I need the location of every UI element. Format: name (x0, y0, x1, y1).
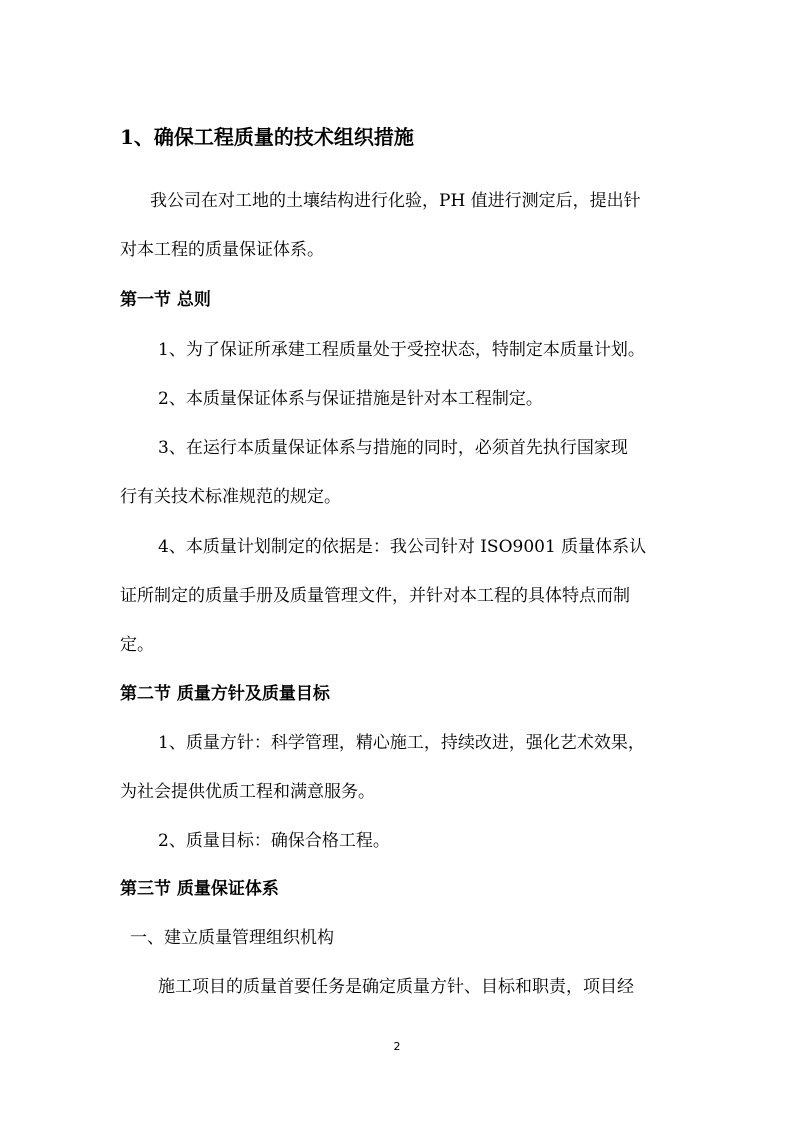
section1-paragraph-4-line-2: 证所制定的质量手册及质量管理文件，并针对本工程的具体特点而制 (120, 586, 630, 606)
section3-subheading-1: 一、建立质量管理组织机构 (130, 928, 334, 948)
section2-paragraph-1-line-2: 为社会提供优质工程和满意服务。 (120, 782, 375, 802)
section1-paragraph-3-line-2: 行有关技术标准规范的规定。 (120, 487, 341, 507)
section1-paragraph-3-line-1: 3、在运行本质量保证体系与措施的同时，必须首先执行国家现 (158, 438, 628, 458)
intro-line-1: 我公司在对工地的土壤结构进行化验，PH 值进行测定后，提出针 (150, 191, 641, 211)
section2-paragraph-1-line-1: 1、质量方针：科学管理，精心施工，持续改进，强化艺术效果， (158, 733, 645, 753)
section2-paragraph-2: 2、质量目标：确保合格工程。 (158, 831, 390, 851)
section1-paragraph-4-line-1: 4、本质量计划制定的依据是：我公司针对 ISO9001 质量体系认 (158, 537, 647, 557)
page-number: 2 (393, 1040, 401, 1053)
section1-paragraph-2: 2、本质量保证体系与保证措施是针对本工程制定。 (158, 389, 543, 409)
intro-line-2: 对本工程的质量保证体系。 (120, 240, 324, 260)
document-title: 1、确保工程质量的技术组织措施 (120, 125, 414, 149)
section1-paragraph-4-line-3: 定。 (120, 635, 154, 655)
section3-paragraph-1: 施工项目的质量首要任务是确定质量方针、目标和职责，项目经 (158, 977, 634, 997)
section3-heading: 第三节 质量保证体系 (120, 879, 279, 899)
section1-paragraph-1: 1、为了保证所承建工程质量处于受控状态，特制定本质量计划。 (158, 340, 645, 360)
section1-heading: 第一节 总则 (120, 290, 211, 310)
section2-heading: 第二节 质量方针及质量目标 (120, 684, 330, 704)
